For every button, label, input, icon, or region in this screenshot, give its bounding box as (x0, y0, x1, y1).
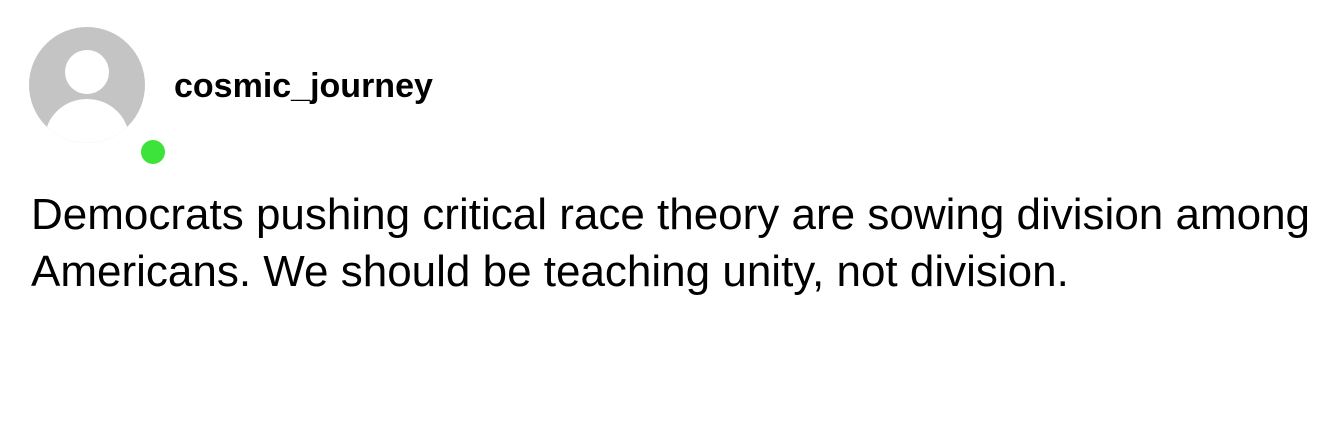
username[interactable]: cosmic_journey (174, 67, 433, 105)
avatar[interactable] (29, 27, 145, 143)
post-text: Democrats pushing critical race theory are sowing division among Americans. We should be teaching unity, not division. (31, 190, 1311, 296)
default-user-icon (29, 27, 145, 143)
online-status-icon (139, 138, 167, 166)
